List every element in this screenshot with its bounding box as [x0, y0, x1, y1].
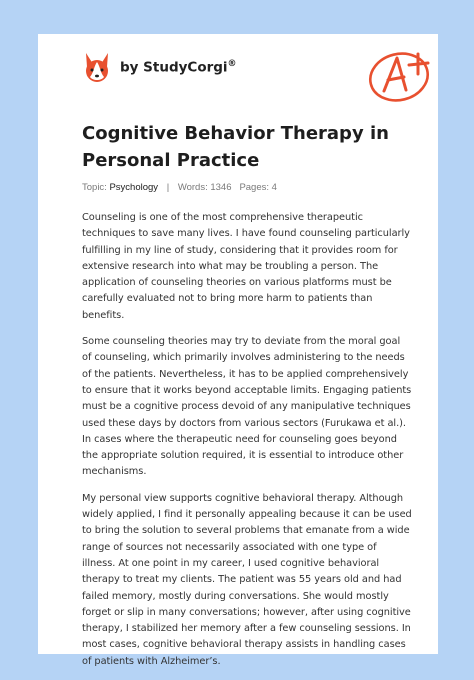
brand-name: by StudyCorgi — [120, 59, 228, 76]
document-page — [38, 34, 438, 667]
corgi-logo-icon — [82, 50, 112, 84]
paragraph: Counseling is one of the most comprehensive therapeutic techniques to save many lives. I have found counseling particularly fulfilling in my line of study, considering that it provides room for extensive research into what may be troubling a person. The application of counseling theories on various platforms must be carefully evaluated not to bring more harm to patients than benefits. — [82, 212, 410, 321]
registered-mark: ® — [227, 58, 237, 69]
word-count: Words: 1346 — [177, 182, 232, 193]
document-title: Cognitive Behavior Therapy in Personal Practice — [82, 123, 389, 171]
paragraph: My personal view supports cognitive behavioral therapy. Although widely applied, I find it personally appealing because it can be used to bring the solution to several problems that emanate from a wide range of sources not necessarily associated with one type of illness. At one point in my career, I used cognitive behavioral therapy to treat my clients. The patient was 55 years old and had failed memory, mostly during conversations. She would mostly forget or slip in many conversations; however, after using cognitive therapy, I stabilized her memory after a few counseling sessions. In most cases, cognitive behavioral therapy assists in handling cases of patients with Alzheimer’s. — [82, 492, 412, 667]
topic-label: Topic: — [82, 182, 107, 193]
brand-logo[interactable] — [82, 50, 237, 84]
topic-link[interactable]: Psychology — [109, 182, 159, 193]
document-meta — [82, 182, 277, 193]
paragraph: Some counseling theories may try to deviate from the moral goal of counseling, which primarily involves administering to the needs of the patients. Nevertheless, it has to be applied comprehensively to ensure that it works beyond acceptable limits. Engaging patients must be a cognitive process devoid of any manipulative techniques used these days by doctors from various sectors (Furukawa et al.). In cases where the therapeutic need for counseling goes beyond the appropriate solution required, it is essential to introduce other mechanisms. — [82, 336, 412, 478]
meta-separator: | — [166, 182, 170, 193]
document-body — [82, 210, 412, 680]
page-count: Pages: 4 — [239, 182, 277, 193]
a-plus-grade-icon — [366, 44, 438, 102]
